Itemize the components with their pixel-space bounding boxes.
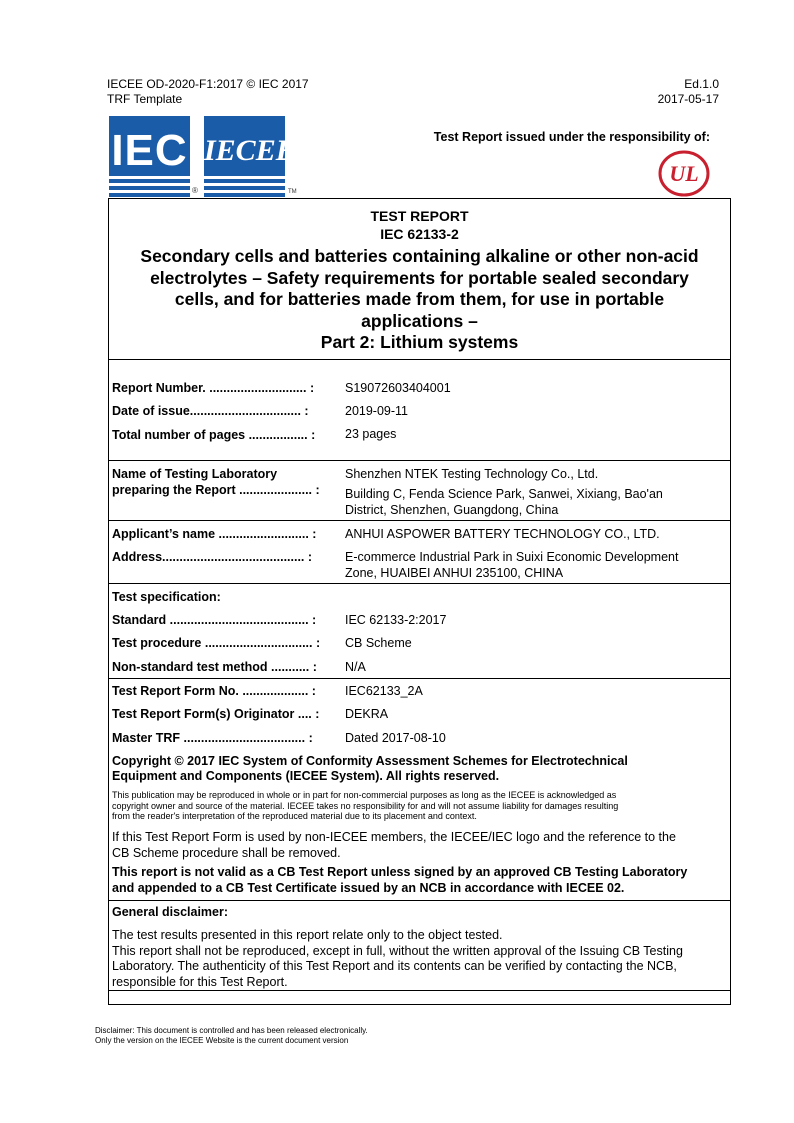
- title-line: cells, and for batteries made from them, for use in portable: [174, 289, 665, 309]
- form-originator-label: Test Report Form(s) Originator .... :: [112, 707, 320, 721]
- divider: [109, 678, 730, 679]
- non-iecee-note: [112, 829, 726, 861]
- test-procedure-label: Test procedure ............................... :: [112, 636, 321, 650]
- edition-info: [600, 77, 719, 107]
- lab-address-value: [345, 486, 663, 518]
- reproduction-line: from the reader's interpretation of the reproduced material due to its placement and context.: [112, 811, 477, 821]
- iec-logo: [109, 116, 190, 197]
- form-number-value: IEC62133_2A: [345, 684, 423, 698]
- note-line: CB Scheme procedure shall be removed.: [112, 846, 341, 860]
- registered-mark: ®: [192, 186, 198, 195]
- title-line: Part 2: Lithium systems: [320, 332, 519, 352]
- report-box: [108, 198, 731, 1005]
- divider: [109, 359, 730, 360]
- copyright-line: Copyright © 2017 IEC System of Conformity Assessment Schemes for Electrotechnical: [112, 754, 628, 768]
- divider: [109, 990, 730, 991]
- form-number-label: Test Report Form No. ................... :: [112, 684, 316, 698]
- header-edition: Ed.1.0: [684, 77, 719, 91]
- lab-address-line: Building C, Fenda Science Park, Sanwei, Xixiang, Bao'an: [345, 487, 663, 501]
- disclaimer-line: The test results presented in this report relate only to the object tested.: [112, 928, 503, 942]
- title-line: applications –: [361, 310, 478, 331]
- disclaimer-line: responsible for this Test Report.: [112, 974, 288, 989]
- form-originator-value: DEKRA: [345, 707, 389, 721]
- reproduction-line: This publication may be reproduced in whole or in part for non-commercial purposes as long as the IECEE is acknowledged as: [112, 790, 617, 800]
- divider: [109, 520, 730, 521]
- total-pages-value: 23 pages: [345, 427, 397, 441]
- responsibility-text: Test Report issued under the responsibility of:: [433, 130, 710, 144]
- report-title: [109, 246, 730, 354]
- divider: [109, 583, 730, 584]
- standard-value: IEC 62133-2:2017: [345, 613, 447, 627]
- lab-label-line: preparing the Report ..................... :: [112, 483, 320, 497]
- divider: [109, 900, 730, 901]
- master-trf-label: Master TRF ................................... :: [112, 731, 313, 745]
- disclaimer-line: This report shall not be reproduced, except in full, without the written approval of the Issuing CB Testing: [112, 943, 683, 958]
- reproduction-notice: [112, 790, 726, 822]
- footer-line: Only the version on the IECEE Website is the current document version: [95, 1036, 349, 1045]
- iecee-logo-text: IECEE: [204, 134, 296, 167]
- footer-line: Disclaimer: This document is controlled and has been released electronically.: [95, 1026, 368, 1035]
- report-number-value: S19072603404001: [345, 381, 451, 395]
- ul-logo: [658, 150, 710, 197]
- report-number-label: Report Number. ............................ :: [112, 381, 315, 395]
- header-template: TRF Template: [107, 92, 183, 106]
- reproduction-line: copyright owner and source of the material. IECEE takes no responsibility for and will not assume liability for damages resulting: [112, 800, 619, 811]
- divider: [109, 460, 730, 461]
- copyright-notice: [112, 754, 726, 784]
- header-code: IECEE OD-2020-F1:2017 © IEC 2017: [107, 77, 309, 91]
- document-code: [107, 77, 309, 107]
- master-trf-value: Dated 2017-08-10: [345, 731, 446, 745]
- lab-name-label: [112, 466, 320, 498]
- address-value: [345, 549, 678, 581]
- footer-disclaimer: [95, 1026, 368, 1046]
- iec-logo-text: IEC: [111, 126, 188, 175]
- address-line: Zone, HUAIBEI ANHUI 235100, CHINA: [345, 566, 564, 580]
- applicant-value: ANHUI ASPOWER BATTERY TECHNOLOGY CO., LTD.: [345, 527, 660, 541]
- total-pages-label: Total number of pages ................. :: [112, 428, 316, 442]
- lab-name-value: Shenzhen NTEK Testing Technology Co., Ltd.: [345, 467, 599, 481]
- note-line: If this Test Report Form is used by non-IECEE members, the IECEE/IEC logo and the reference to the: [112, 830, 676, 844]
- trademark-mark: TM: [288, 189, 297, 195]
- standard-label: Standard ........................................ :: [112, 613, 317, 627]
- lab-label-line: Name of Testing Laboratory: [112, 467, 278, 481]
- validity-line: This report is not valid as a CB Test Report unless signed by an approved CB Testing Laboratory: [112, 865, 688, 879]
- general-disclaimer-text: [112, 928, 726, 990]
- copyright-line: Equipment and Components (IECEE System). All rights reserved.: [112, 769, 500, 783]
- date-of-issue-value: 2019-09-11: [345, 404, 409, 418]
- standard-heading: IEC 62133-2: [380, 226, 459, 242]
- non-standard-method-label: Non-standard test method ........... :: [112, 660, 317, 674]
- lab-address-line: District, Shenzhen, Guangdong, China: [345, 503, 559, 517]
- title-line: electrolytes – Safety requirements for portable sealed secondary: [150, 267, 689, 288]
- date-of-issue-label: Date of issue................................ :: [112, 404, 309, 418]
- header-date: 2017-05-17: [657, 92, 719, 106]
- title-line: Secondary cells and batteries containing alkaline or other non-acid: [140, 246, 699, 266]
- test-spec-label: Test specification:: [112, 590, 221, 604]
- validity-notice: [112, 864, 726, 896]
- applicant-label: Applicant’s name .......................... :: [112, 527, 317, 541]
- address-label: Address......................................... :: [112, 550, 313, 564]
- svg-text:UL: UL: [669, 161, 699, 186]
- non-standard-method-value: N/A: [345, 660, 366, 674]
- test-procedure-value: CB Scheme: [345, 636, 412, 650]
- address-line: E-commerce Industrial Park in Suixi Economic Development: [345, 550, 679, 564]
- general-disclaimer-heading: General disclaimer:: [112, 905, 229, 919]
- validity-line: and appended to a CB Test Certificate issued by an NCB in accordance with IECEE 02.: [112, 881, 625, 895]
- disclaimer-line: Laboratory. The authenticity of this Test Report and its contents can be verified by contacting the NCB,: [112, 959, 677, 973]
- report-heading: TEST REPORT: [370, 208, 469, 224]
